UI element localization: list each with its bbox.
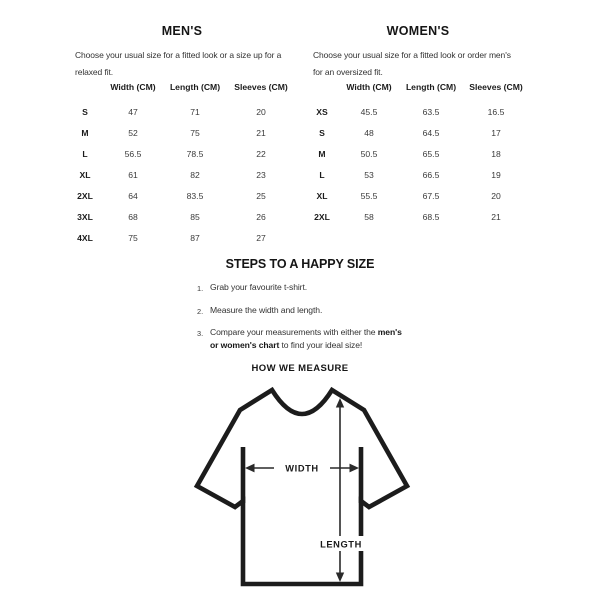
mens-col-length: Length (CM) bbox=[169, 81, 221, 92]
step-text: Grab your favourite t-shirt. bbox=[210, 282, 308, 292]
sleeves-value: 20 bbox=[491, 190, 501, 201]
sleeves-value: 23 bbox=[256, 169, 266, 180]
length-value: 71 bbox=[190, 106, 200, 117]
table-row bbox=[68, 185, 296, 206]
width-value: 45.5 bbox=[360, 106, 378, 117]
width-value: 61 bbox=[128, 169, 138, 180]
womens-table-header bbox=[306, 80, 530, 93]
womens-title: WOMEN'S bbox=[386, 24, 450, 38]
mens-intro: Choose your usual size for a fitted look or a size up for a relaxed fit. bbox=[75, 50, 282, 77]
width-value: 48 bbox=[364, 127, 374, 138]
sleeves-value: 17 bbox=[491, 127, 501, 138]
steps-list bbox=[197, 281, 600, 352]
length-value: 66.5 bbox=[422, 169, 440, 180]
size-label: L bbox=[319, 169, 325, 180]
step-item bbox=[197, 304, 600, 318]
table-row bbox=[68, 164, 296, 185]
step-item bbox=[197, 281, 600, 295]
sleeves-value: 19 bbox=[491, 169, 501, 180]
step-number: 2. bbox=[197, 306, 204, 316]
table-row bbox=[68, 122, 296, 143]
size-label: XL bbox=[79, 169, 91, 180]
length-value: 78.5 bbox=[186, 148, 204, 159]
table-row bbox=[68, 143, 296, 164]
size-label: S bbox=[319, 127, 325, 138]
sleeves-value: 26 bbox=[256, 211, 266, 222]
length-value: 87 bbox=[190, 232, 200, 243]
sleeves-value: 18 bbox=[491, 148, 501, 159]
table-row bbox=[306, 101, 530, 122]
tshirt-outline bbox=[197, 390, 407, 584]
length-value: 85 bbox=[190, 211, 200, 222]
width-value: 64 bbox=[128, 190, 138, 201]
table-row bbox=[306, 185, 530, 206]
womens-intro: Choose your usual size for a fitted look or order men's for an oversized fit. bbox=[313, 50, 511, 77]
steps-title: STEPS TO A HAPPY SIZE bbox=[225, 257, 375, 271]
table-row bbox=[306, 122, 530, 143]
width-value: 47 bbox=[128, 106, 138, 117]
table-row bbox=[68, 206, 296, 227]
width-value: 68 bbox=[128, 211, 138, 222]
width-arrowhead-left bbox=[245, 464, 255, 473]
mens-title: MEN'S bbox=[161, 24, 203, 38]
length-arrowhead-down bbox=[336, 573, 344, 583]
sleeves-value: 20 bbox=[256, 106, 266, 117]
table-row bbox=[306, 206, 530, 227]
width-value: 52 bbox=[128, 127, 138, 138]
length-value: 67.5 bbox=[422, 190, 440, 201]
measure-title: HOW WE MEASURE bbox=[251, 363, 349, 374]
sleeves-value: 21 bbox=[256, 127, 266, 138]
table-row bbox=[306, 143, 530, 164]
table-row bbox=[68, 101, 296, 122]
mens-table-body bbox=[68, 101, 296, 248]
length-value: 83.5 bbox=[186, 190, 204, 201]
width-value: 50.5 bbox=[360, 148, 378, 159]
sleeves-value: 16.5 bbox=[487, 106, 505, 117]
mens-col-sleeves: Sleeves (CM) bbox=[234, 81, 288, 92]
length-value: 65.5 bbox=[422, 148, 440, 159]
length-value: 68.5 bbox=[422, 211, 440, 222]
womens-col-length: Length (CM) bbox=[405, 81, 457, 92]
womens-col-sleeves: Sleeves (CM) bbox=[469, 81, 523, 92]
tshirt-diagram bbox=[170, 378, 434, 600]
size-label: M bbox=[81, 127, 89, 138]
womens-size-table bbox=[306, 80, 530, 227]
width-arrowhead-right bbox=[350, 464, 360, 473]
step-item bbox=[197, 326, 600, 352]
size-label: 4XL bbox=[77, 232, 93, 243]
mens-table-header bbox=[68, 80, 296, 93]
step-number: 1. bbox=[197, 284, 204, 293]
width-label: WIDTH bbox=[285, 463, 319, 474]
table-row bbox=[68, 227, 296, 248]
size-label: XS bbox=[316, 106, 328, 117]
size-label: L bbox=[82, 148, 88, 159]
size-label: S bbox=[82, 106, 88, 117]
width-value: 58 bbox=[364, 211, 374, 222]
width-value: 55.5 bbox=[360, 190, 378, 201]
size-label: 2XL bbox=[77, 190, 93, 201]
womens-table-body bbox=[306, 101, 530, 227]
length-value: 63.5 bbox=[422, 106, 440, 117]
table-row bbox=[306, 164, 530, 185]
size-label: M bbox=[318, 148, 326, 159]
width-value: 75 bbox=[128, 232, 138, 243]
sleeves-value: 21 bbox=[491, 211, 501, 222]
mens-col-width: Width (CM) bbox=[110, 81, 156, 92]
length-value: 82 bbox=[190, 169, 200, 180]
step-text: Compare your measurements with either the men's or women's chart to find your ideal size! bbox=[210, 327, 402, 350]
size-label: 3XL bbox=[77, 211, 93, 222]
size-label: 2XL bbox=[314, 211, 330, 222]
length-label: LENGTH bbox=[320, 539, 362, 550]
length-value: 64.5 bbox=[422, 127, 440, 138]
sleeves-value: 22 bbox=[256, 148, 266, 159]
womens-col-width: Width (CM) bbox=[346, 81, 392, 92]
step-number: 3. bbox=[197, 329, 204, 338]
width-value: 53 bbox=[364, 169, 374, 180]
width-value: 56.5 bbox=[124, 148, 142, 159]
mens-size-table bbox=[68, 80, 296, 248]
sleeves-value: 25 bbox=[256, 190, 266, 201]
steps-section bbox=[0, 257, 600, 361]
step-text: Measure the width and length. bbox=[210, 304, 323, 315]
size-label: XL bbox=[316, 190, 328, 201]
length-value: 75 bbox=[190, 127, 200, 138]
sleeves-value: 27 bbox=[256, 232, 266, 243]
